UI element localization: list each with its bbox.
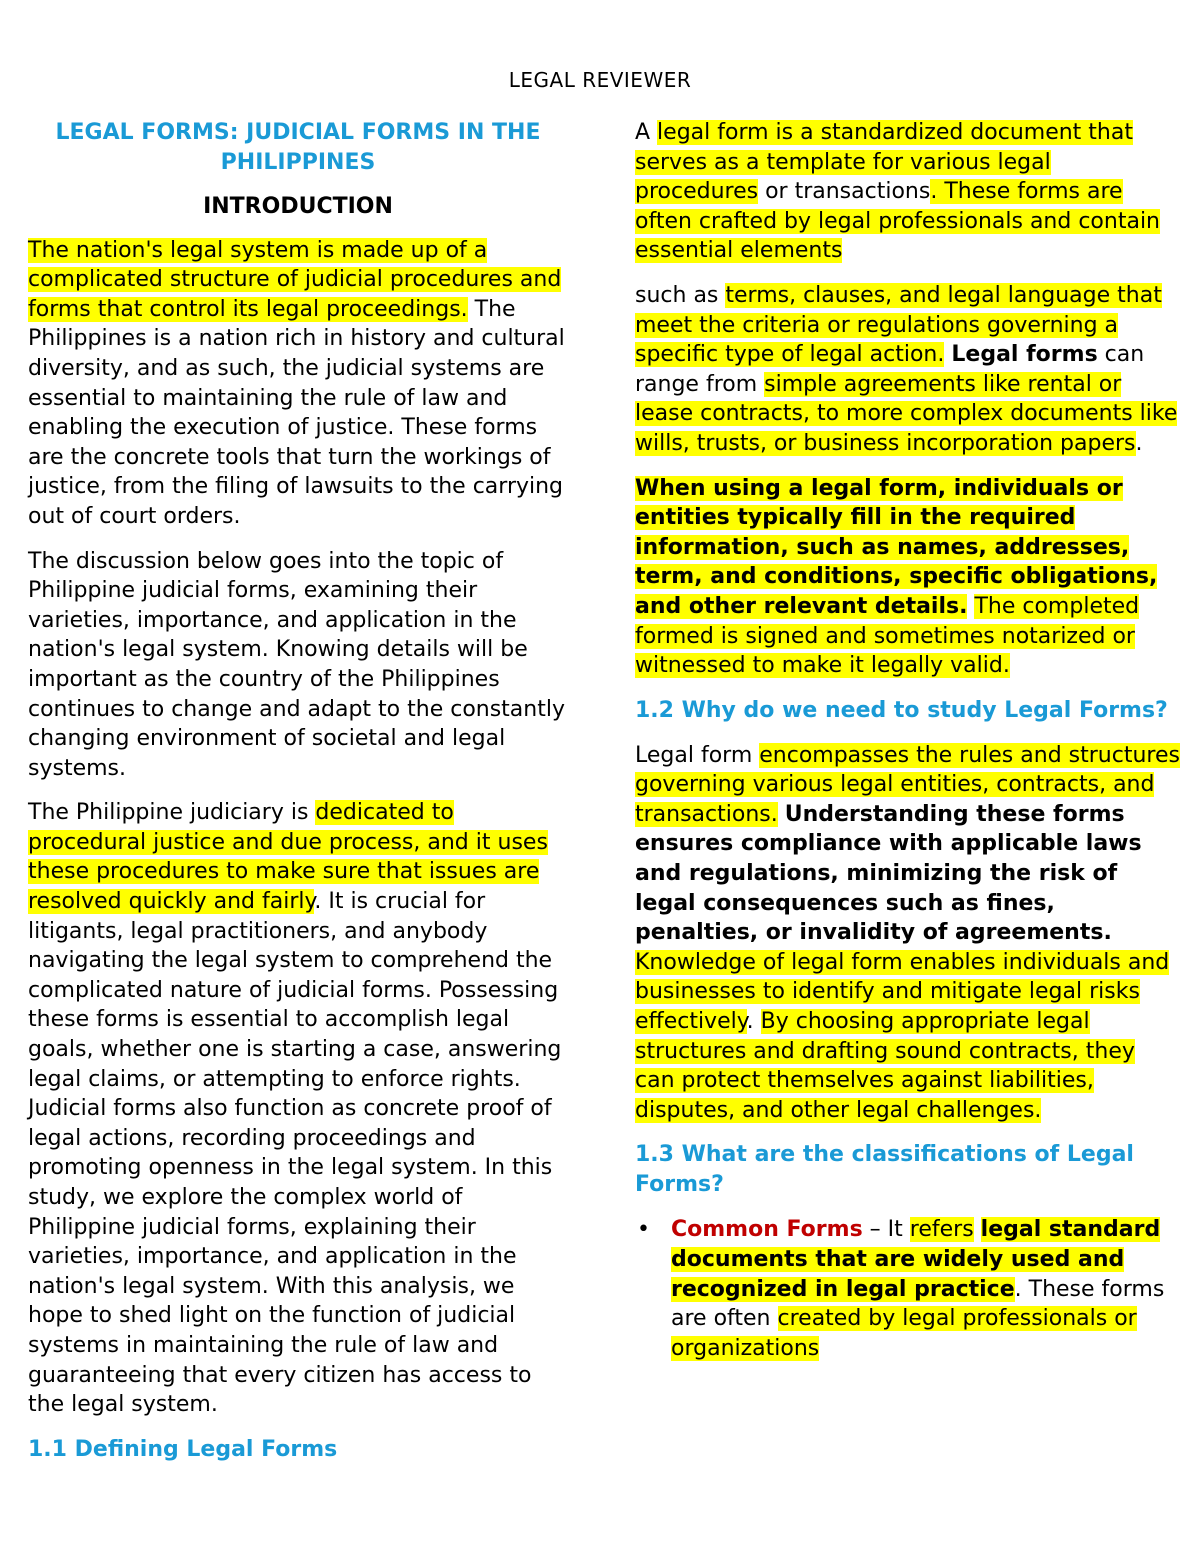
bold-text: Legal forms: [951, 342, 1098, 368]
text: [974, 1217, 981, 1242]
section-1-3-heading: 1.3 What are the classifications of Legal Forms?: [635, 1142, 1134, 1198]
text: The Philippines is a nation rich in history and cultural diversity, and as such, the judicial systems are essential to maintaining the rule of law and enabling the execution of justice. These forms are the concrete tools that turn the workings of justice, from the filing of lawsuits to the carrying out of court orders.: [28, 296, 565, 529]
text: such as: [635, 282, 726, 308]
highlight: dedicated to procedural justice and due process, and it uses these procedures to make sure that issues are resolved quickly and fairly: [28, 800, 548, 915]
elements-paragraph: [635, 281, 1180, 459]
document-title: LEGAL FORMS: JUDICIAL FORMS IN THE PHILIPPINES: [55, 120, 541, 175]
common-forms-label: Common Forms: [671, 1217, 863, 1243]
highlight: refers: [909, 1217, 974, 1243]
text: .: [746, 1009, 761, 1035]
usage-paragraph: [635, 474, 1180, 681]
study-paragraph: [635, 741, 1180, 1126]
highlight: By choosing appropriate legal structures and drafting sound contracts, they can protect themselves against liabilities, disputes, and other legal challenges.: [635, 1009, 1135, 1123]
bold-highlight: When using a legal form, individuals or entities typically fill in the required information, such as names, addresses, term, and conditions, specific obligations, and other relevant details.: [635, 475, 1158, 619]
highlight: encompasses the rules and structures governing various legal entities, contracts, and transactions.: [635, 742, 1180, 827]
right-column: [635, 118, 1180, 1363]
text: . These forms are often: [671, 1276, 1165, 1332]
text: .: [1135, 430, 1143, 456]
highlight: created by legal professionals or: [777, 1306, 1137, 1332]
left-column: [28, 118, 568, 1480]
bold-highlight: legal standard documents that are widely used and recognized in legal practice: [671, 1217, 1161, 1302]
text: A: [635, 120, 658, 145]
highlight: The nation's legal system is made up of a complicated structure of judicial procedures and forms that control its legal proceedings.: [28, 237, 562, 322]
highlight: organizations: [671, 1335, 820, 1361]
highlight: Knowledge of legal form enables individuals and businesses to identify and mitigate legal risks effectively: [635, 949, 1170, 1035]
section-1-1-heading: 1.1 Defining Legal Forms: [28, 1436, 338, 1462]
text: Legal form: [635, 742, 760, 768]
text: or transactions: [758, 179, 931, 205]
text: The Philippine judiciary is: [28, 800, 316, 826]
text: – It: [862, 1217, 910, 1243]
highlight: The completed formed is signed and sometimes notarized or witnessed to make it legally valid.: [635, 593, 1140, 679]
intro-paragraph-1: [28, 236, 568, 532]
intro-paragraph-2: The discussion below goes into the topic of Philippine judicial forms, examining their varieties, importance, and application in the nation's legal system. Knowing details will be important as the country of the Philippines continues to change and adapt to the constantly changing environment of societal and legal systems.: [28, 548, 565, 781]
text: [778, 802, 785, 827]
definition-paragraph: [635, 118, 1180, 266]
highlight: simple agreements like rental or lease contracts, to more complex documents like wills, trusts, or business incorporation papers: [635, 371, 1178, 456]
highlight: legal form is a standardized document that serves as a template for various legal procedures: [635, 120, 1133, 205]
list-item: [635, 1215, 1180, 1363]
page-header: LEGAL REVIEWER: [508, 68, 692, 92]
text: can range from: [635, 342, 1145, 397]
section-1-2-heading: 1.2 Why do we need to study Legal Forms?: [635, 697, 1168, 723]
introduction-heading: INTRODUCTION: [203, 194, 393, 219]
highlight: . These forms are often: [635, 179, 1123, 234]
classification-list: [635, 1215, 1180, 1363]
highlight: terms, clauses, and legal language that meet the criteria or regulations governing a specific type of legal action.: [635, 282, 1162, 368]
text: . It is crucial for litigants, legal practitioners, and anybody navigating the legal system to comprehend the complicated nature of judicial forms. Possessing these forms is essential to accomplish legal goals, whether one is starting a case, answering legal claims, or attempting to enforce rights. Judicial forms also function as concrete proof of legal actions, recording proceedings and promoting openness in the legal system. In this study, we explore the complex world of Philippine judicial forms, explaining their varieties, importance, and application in the nation's legal system. With this analysis, we hope to shed light on the function of judicial systems in maintaining the rule of law and guaranteeing that every citizen has access to the legal system.: [28, 889, 562, 1418]
intro-paragraph-3: [28, 798, 568, 1419]
bold-text: Understanding these forms ensures compliance with applicable laws and regulations, minimizing the risk of legal consequences such as fines, penalties, or invalidity of agreements.: [635, 801, 1142, 946]
highlight: crafted by legal professionals and contain essential elements: [635, 208, 1160, 264]
